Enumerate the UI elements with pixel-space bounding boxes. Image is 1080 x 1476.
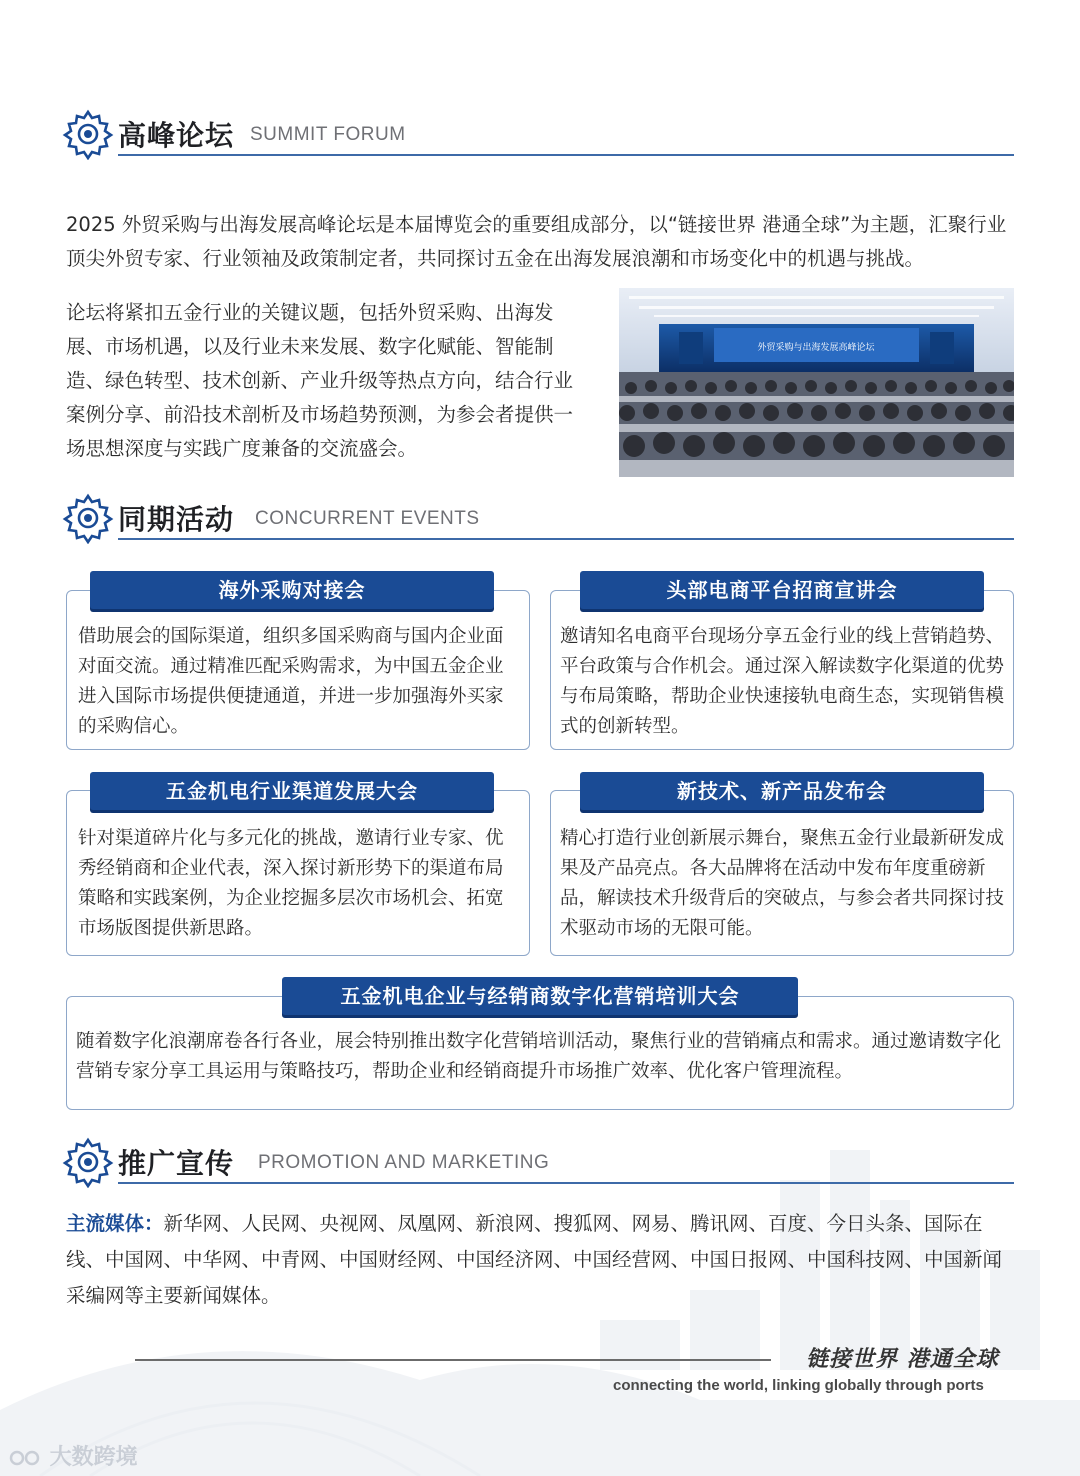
- media-label: 主流媒体：: [66, 1212, 164, 1235]
- slogan-en: connecting the world, linking globally through ports: [613, 1377, 984, 1394]
- photo-screen-title: 外贸采购与出海发展高峰论坛: [757, 343, 875, 353]
- header-rule: [118, 154, 1014, 156]
- watermark-text: 大数跨境: [49, 1445, 138, 1470]
- forum-photo-illustration: [619, 288, 1014, 477]
- gear-icon: [62, 108, 114, 160]
- slogan-rule: [135, 1359, 771, 1361]
- event-card-title: 新技术、新产品发布会: [580, 772, 984, 810]
- gear-icon: [62, 492, 114, 544]
- header-rule: [118, 1182, 1014, 1184]
- summit-intro: 2025 外贸采购与出海发展高峰论坛是本届博览会的重要组成部分，以“链接世界 港通全球”为主题，汇聚行业顶尖外贸专家、行业领袖及政策制定者，共同探讨五金在出海发展浪潮和市场变化中的机遇与挑战。: [66, 213, 1007, 270]
- event-card-body: 针对渠道碎片化与多元化的挑战，邀请行业专家、优秀经销商和企业代表，深入探讨新形势下的渠道布局策略和实践案例，为企业挖掘多层次市场机会、拓宽市场版图提供新思路。: [78, 828, 504, 939]
- promotion-header: [62, 1136, 1014, 1192]
- promotion-title-en: PROMOTION AND MARKETING: [258, 1152, 550, 1173]
- event-card-title: 五金机电行业渠道发展大会: [90, 772, 494, 810]
- summit-title: 高峰论坛: [118, 119, 235, 152]
- source-watermark: [8, 1440, 138, 1471]
- watermark-logo-icon: [8, 1447, 42, 1469]
- summit-title-en: SUMMIT FORUM: [250, 124, 406, 145]
- event-card-title: 头部电商平台招商宣讲会: [580, 571, 984, 609]
- forum-photo: [619, 288, 1014, 477]
- gear-icon: [62, 1136, 114, 1188]
- events-title-en: CONCURRENT EVENTS: [255, 508, 480, 529]
- event-card-body: 借助展会的国际渠道，组织多国采购商与国内企业面对面交流。通过精准匹配采购需求，为中国五金企业进入国际市场提供便捷通道，并进一步加强海外买家的采购信心。: [78, 626, 504, 737]
- event-card-body: 随着数字化浪潮席卷各行各业，展会特别推出数字化营销培训活动，聚焦行业的营销痛点和需求。通过邀请数字化营销专家分享工具运用与策略技巧，帮助企业和经销商提升市场推广效率、优化客户管理流程。: [76, 1031, 1002, 1082]
- slogan-zh: 链接世界 港通全球: [806, 1347, 999, 1372]
- event-card-title: 海外采购对接会: [90, 571, 494, 609]
- event-card-title: 五金机电企业与经销商数字化营销培训大会: [282, 977, 798, 1015]
- events-title: 同期活动: [118, 503, 235, 536]
- event-card-body: 精心打造行业创新展示舞台，聚焦五金行业最新研发成果及产品亮点。各大品牌将在活动中发布年度重磅新品，解读技术升级背后的突破点，与参会者共同探讨技术驱动市场的无限可能。: [560, 828, 1005, 939]
- event-card-body: 邀请知名电商平台现场分享五金行业的线上营销趋势、平台政策与合作机会。通过深入解读数字化渠道的优势与布局策略，帮助企业快速接轨电商生态，实现销售模式的创新转型。: [560, 626, 1005, 737]
- promotion-title: 推广宣传: [118, 1147, 235, 1180]
- media-list: 新华网、人民网、央视网、凤凰网、新浪网、搜狐网、网易、腾讯网、百度、今日头条、国际在线、中国网、中华网、中青网、中国财经网、中国经济网、中国经营网、中国日报网、中国科技网、中国新闻采编网等主要新闻媒体。: [66, 1212, 1003, 1307]
- events-header: [62, 492, 1014, 548]
- media-paragraph: [66, 1206, 1018, 1314]
- summit-body: 论坛将紧扣五金行业的关键议题，包括外贸采购、出海发展、市场机遇，以及行业未来发展、数字化赋能、智能制造、绿色转型、技术创新、产业升级等热点方向，结合行业案例分享、前沿技术剖析及市场趋势预测，为参会者提供一场思想深度与实践广度兼备的交流盛会。: [66, 301, 574, 460]
- header-rule: [118, 538, 1014, 540]
- summit-header: [62, 108, 1014, 164]
